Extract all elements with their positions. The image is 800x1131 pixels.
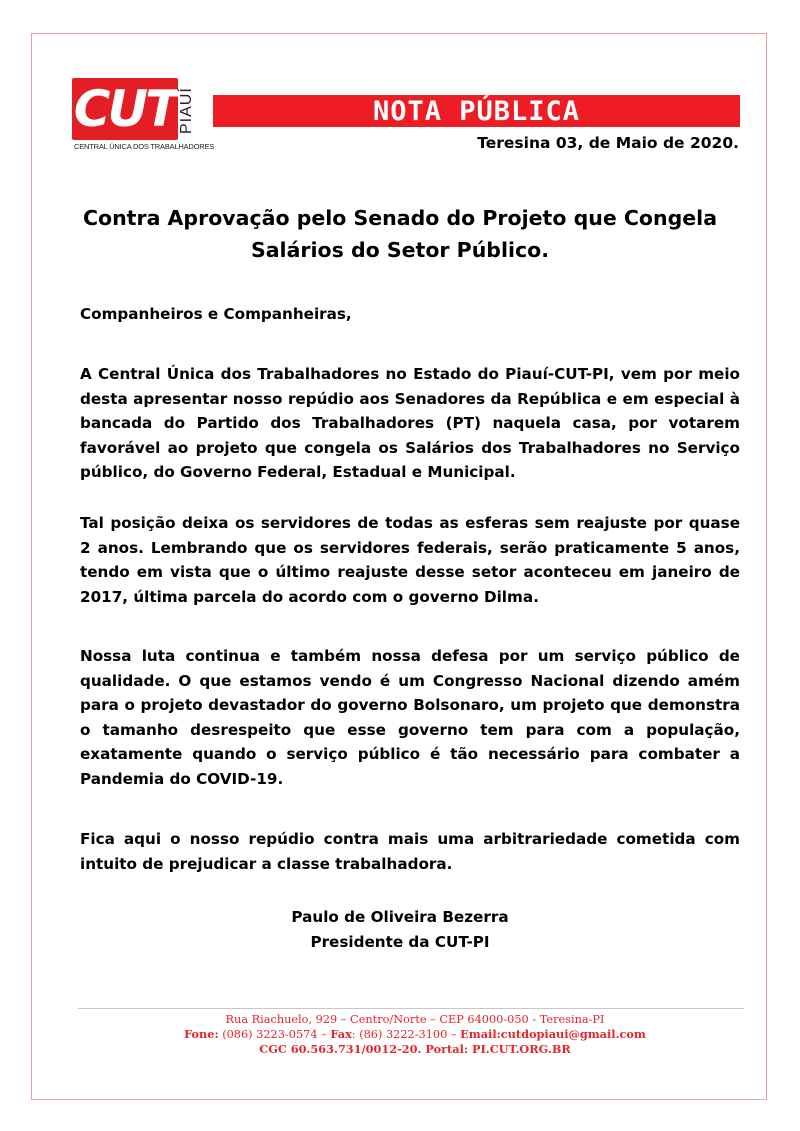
headline-line-2: Salários do Setor Público. <box>250 238 550 262</box>
phone-value: (086) 3223-0574 – <box>218 1028 331 1041</box>
footer <box>100 1012 730 1057</box>
cgc-text: CGC 60.563.731/0012-20. Portal: PI.CUT.ORG.BR <box>259 1042 571 1056</box>
paragraph-4: Fica aqui o nosso repúdio contra mais uma arbitrariedade cometida com intuito de prejudicar a classe trabalhadora. <box>80 830 740 873</box>
footer-contacts <box>100 1027 730 1042</box>
logo-text: CUT <box>73 80 177 138</box>
paragraph-2: Tal posição deixa os servidores de todas as esferas sem reajuste por quase 2 anos. Lembrando que os servidores federais, serão praticamente 5 anos, tendo em vista que o último reajuste desse setor aconteceu em janeiro de 2017, última parcela do acordo com o governo Dilma. <box>80 514 740 606</box>
cut-logo <box>72 76 215 156</box>
headline <box>80 202 720 266</box>
document-date: Teresina 03, de Maio de 2020. <box>477 134 739 152</box>
logo-state: PIAUÍ <box>178 87 195 135</box>
fax-label: Fax <box>330 1027 352 1041</box>
fax-value: : (86) 3222-3100 – <box>351 1028 461 1041</box>
footer-address: Rua Riachuelo, 929 – Centro/Norte – CEP 64000-050 - Teresina-PI <box>225 1013 605 1026</box>
signer-role: Presidente da CUT-PI <box>310 933 490 951</box>
email-value: Email:cutdopiaui@gmail.com <box>460 1027 646 1041</box>
paragraph-1: A Central Única dos Trabalhadores no Estado do Piauí-CUT-PI, vem por meio desta apresentar nosso repúdio aos Senadores da República e em especial à bancada do Partido dos Trabalhadores (PT) naquela casa, por votarem favorável ao projeto que congela os Salários dos Trabalhadores no Serviço público, do Governo Federal, Estadual e Municipal. <box>80 365 740 481</box>
footer-divider <box>78 1008 744 1009</box>
signer-name: Paulo de Oliveira Bezerra <box>291 908 509 926</box>
signature <box>200 905 600 955</box>
logo-subtitle: CENTRAL ÚNICA DOS TRABALHADORES <box>74 142 215 151</box>
phone-label: Fone: <box>184 1027 219 1041</box>
paragraph-3: Nossa luta continua e também nossa defesa por um serviço público de qualidade. O que estamos vendo é um Congresso Nacional dizendo amém para o projeto devastador do governo Bolsonaro, um projeto que demonstra o tamanho desrespeito que esse governo tem para com a população, exatamente quando o serviço público é tão necessário para combater a Pandemia do COVID-19. <box>80 647 740 788</box>
greeting: Companheiros e Companheiras, <box>80 305 352 323</box>
document-title: NOTA PÚBLICA <box>213 95 740 127</box>
footer-cgc <box>100 1042 730 1057</box>
headline-line-1: Contra Aprovação pelo Senado do Projeto que Congela <box>82 206 718 230</box>
